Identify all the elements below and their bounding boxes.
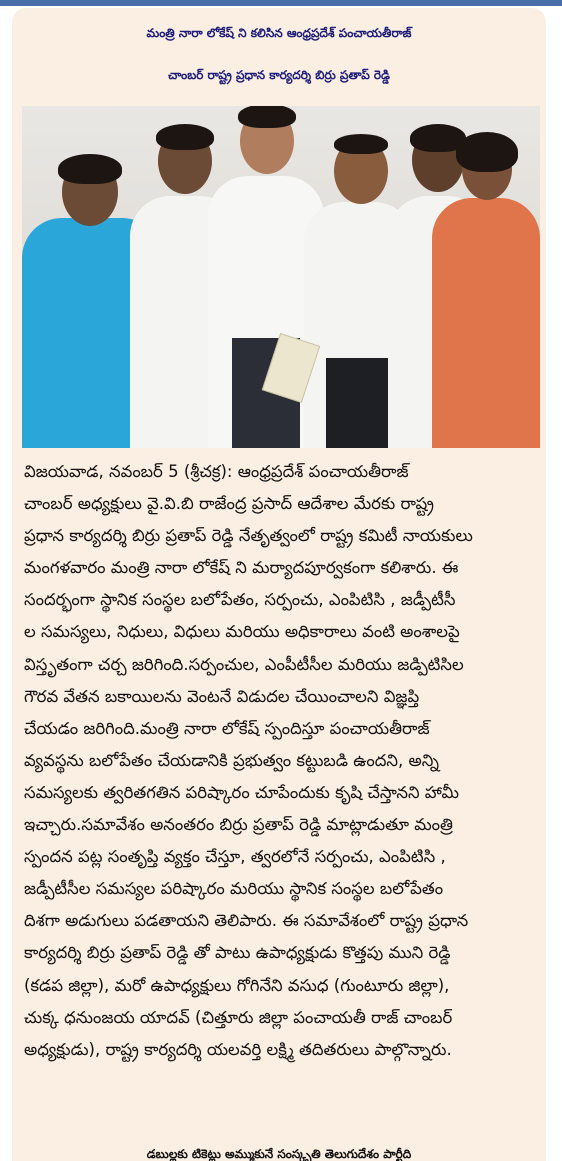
person-6 bbox=[432, 138, 540, 448]
article-line: చేయడం జరిగింది.మంత్రి నారా లోకేష్ స్పందిస్తూ పంచాయతీరాజ్ bbox=[24, 718, 430, 738]
article-line: చుక్క ధనుంజయ యాదవ్ (చిత్తూరు జిల్లా పంచాయతీ రాజ్ చాంబర్ bbox=[24, 1007, 453, 1027]
article-line: స్పందన పట్ల సంతృప్తి వ్యక్తం చేస్తూ, త్వరలోనే సర్పంచు, ఎంపిటిసి , bbox=[24, 847, 446, 867]
next-article-headline: డబుల్లకు టికెట్లు అమ్ముకునే సంస్కృతి తెలుగుదేశం పార్టీది bbox=[146, 1147, 412, 1161]
article-line: గౌరవ వేతన బకాయిలను వెంటనే విడుదల చేయించాలని విజ్ఞప్తి bbox=[24, 686, 420, 706]
article-card bbox=[12, 8, 546, 1161]
article-body bbox=[24, 456, 544, 1066]
article-line: అధ్యక్షుడు), రాష్ట్ర కార్యదర్శి యలవర్తి లక్ష్మి తదితరులు పాల్గొన్నారు. bbox=[24, 1039, 452, 1059]
article-line: (కడప జిల్లా), మరో ఉపాధ్యక్షులు గోగినేని వసుధ (గుంటూరు జిల్లా), bbox=[24, 975, 450, 995]
article-line: జడ్పీటీసీల సమస్యల పరిష్కారం మరియు స్థానిక సంస్థల బలోపేతం bbox=[24, 879, 444, 899]
article-line: విస్తృతంగా చర్చ జరిగింది.సర్పంచుల, ఎంపీటీసీల మరియు జడ్పిటిసిల bbox=[24, 654, 464, 674]
article-headline bbox=[12, 12, 546, 96]
article-line: ప్రధాన కార్యదర్శి బిర్రు ప్రతాప్ రెడ్డి నేతృత్వంలో రాష్ట్ర కమిటీ నాయకులు bbox=[24, 526, 473, 546]
article-line: కార్యదర్శి బిర్రు ప్రతాప్ రెడ్డి తో పాటు ఉపాధ్యక్షుడు కొత్తపు ముని రెడ్డి bbox=[24, 943, 451, 963]
article-line: సమస్యలకు త్వరితగతిన పరిష్కారం చూపేందుకు కృషి చేస్తానని హామీ bbox=[24, 782, 459, 802]
article-line: దిశగా అడుగులు పడతాయని తెలిపారు. ఈ సమావేశంలో రాష్ట్ర ప్రధాన bbox=[24, 911, 469, 931]
article-line: వ్యవస్థను బలోపేతం చేయడానికి ప్రభుత్వం కట్టుబడి ఉందని, అన్ని bbox=[24, 750, 439, 770]
headline-line-2: చాంబర్ రాష్ట్ర ప్రధాన కార్యదర్శి బిర్రు ప్రతాప్ రెడ్డి bbox=[168, 68, 390, 82]
article-line: చాంబర్ అధ్యక్షులు వై.వి.బి రాజేంద్ర ప్రసాద్ ఆదేశాల మేరకు రాష్ట్ర bbox=[24, 494, 434, 514]
article-line: సందర్భంగా స్థానిక సంస్థల బలోపేతం, సర్పంచు, ఎంపిటిసి , జడ్పీటీసీ bbox=[24, 590, 456, 610]
article-line: ఇచ్చారు.సమావేశం అనంతరం బిర్రు ప్రతాప్ రెడ్డి మాట్లాడుతూ మంత్రి bbox=[24, 815, 453, 835]
news-photo bbox=[22, 106, 540, 448]
article-line: ల సమస్యలు, నిధులు, విధులు మరియు అధికారాలు వంటి అంశాలపై bbox=[24, 622, 460, 642]
article-line: విజయవాడ, నవంబర్ 5 (శ్రీచక్ర): ఆంధ్రప్రదేశ్ పంచాయతీరాజ్ bbox=[24, 462, 409, 481]
headline-line-1: మంత్రి నారా లోకేష్ ని కలిసిన ఆంధ్రప్రదేశ్ పంచాయతీరాజ్ bbox=[146, 26, 412, 40]
article-line: మంగళవారం మంత్రి నారా లోకేష్ ని మర్యాదపూర్వకంగా కలిశారు. ఈ bbox=[24, 558, 459, 578]
top-bar bbox=[0, 0, 562, 6]
